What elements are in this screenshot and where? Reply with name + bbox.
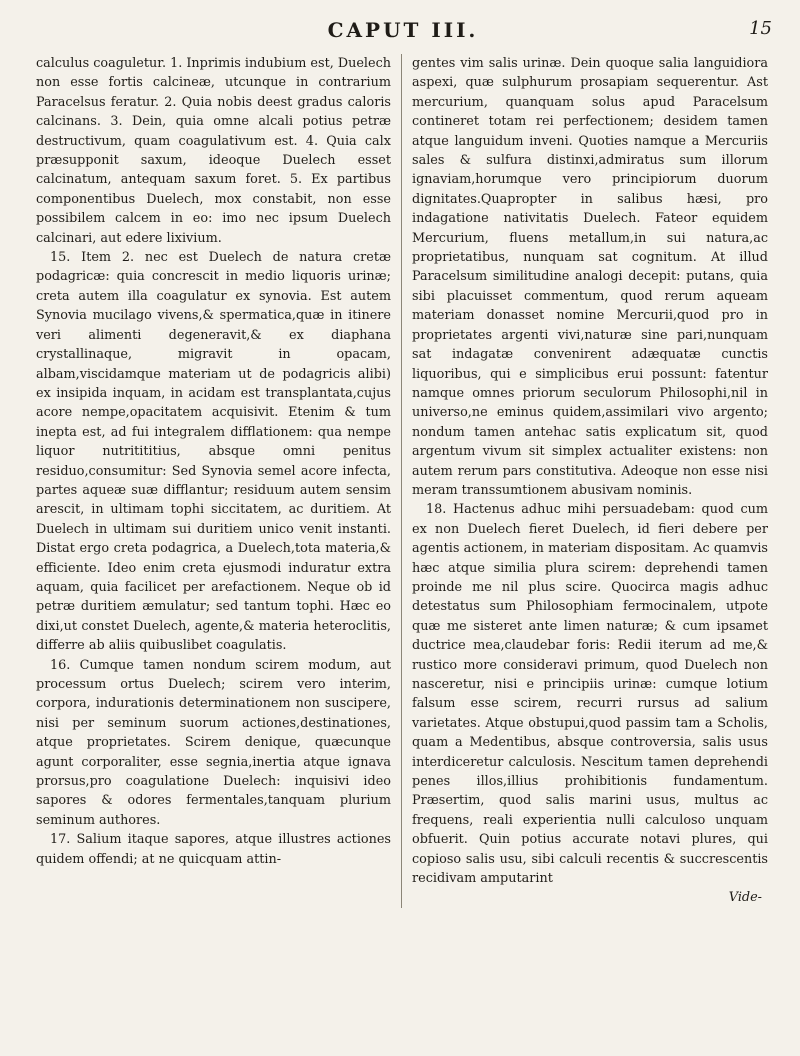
paragraph: gentes vim salis urinæ. Dein quoque salia languidiora aspexi, quæ sulphurum prosapiam sequerentur. Ast mercurium, quanquam solus apud Paracelsum contineret totam rei perfectionem; desidem tamen atque languidum inveni. Quoties namque a Mercuriis sales & sulfura distinxi,admiratus sum illorum ignaviam,horumque vero principiorum duorum dignitates.Quapropter in salibus hæsi, pro indagatione nativitatis Duelech. Fateor equidem Mercurium, fluens metallum,in sui natura,ac proprietatibus, nunquam sat cognitum. At illud Paracelsum similitudine analogi decepit: putans, quia sibi placuisset commentum, quod rerum aqueam materiam donasset nomine Mercurii,quod pro in proprietates argenti vivi,naturæ sine pari,nunquam sat indagatæ convenirent adæquatæ cunctis liquoribus, qui e simplicibus erui possunt: fatentur namque omnes priorum seculorum Philosophi,nil in universo,ne eminus quidem,assimilari vivo argento; nondum tamen antehac satis explicatum sit, quod argentum vivum sit simplex actualiter existens: non autem rerum pars constitutiva. Adeoque non esse nisi meram transsumtionem abusivam nominis. [412, 56, 768, 498]
paragraph: 17. Salium itaque sapores, atque illustres actiones quidem offendi; at ne quicquam attin- [36, 832, 391, 867]
paragraph: 18. Hactenus adhuc mihi persuadebam: quod cum ex non Duelech fieret Duelech, id fieri debere per agentis actionem, in materiam dispositam. Ac quamvis hæc atque similia plura scirem: deprehendi tamen proinde me nil plus scire. Quocirca magis adhuc detestatus sum Philosophiam fermocinalem, utpote quæ me sisteret ante limen naturæ; & cum ipsamet ductrice mea,claudebar foris: Redii iterum ad me,& rustico more consideravi primum, quod Duelech non nasceretur, nisi e principiis urinæ: cumque lotium falsum esse scirem, recurri rursus ad salium varietates. Atque obstupui,quod passim tam a Scholis, quam a Medentibus, absque controversia, salis usus interdiceretur calculosis. Nescitum tamen deprehendi penes illos,illius prohibitionis fundamentum. Præsertim, quod salis marini usus, multus ac frequens, reali experientia nulli calculoso unquam obfuerit. Quin potius accurate notavi plures, qui copioso salis usu, sibi calculi recentis & succrescentis recidivam amputarint [412, 502, 768, 887]
right-column [402, 54, 774, 908]
page-header [30, 14, 776, 48]
catchword: Vide- [728, 890, 762, 906]
paragraph: 15. Item 2. nec est Duelech de natura cretæ podagricæ: quia concrescit in medio liquoris urinæ; creta autem illa coagulatur ex synovia. Est autem Synovia mucilago vivens,& spermatica,quæ in itinere veri alimenti degeneravit,& ex diaphana crystallinaque, migravit in opacam, albam,viscidamque materiam ut de podagricis alibi) ex insipida inquam, in acidam est transplantata,cujus acore nempe,opacitatem acquisivit. Etenim & tum inepta est, ad fui integralem difflationem: qua nempe liquor nutritititius, absque omni penitus residuo,consumitur: Sed Synovia semel acore infecta, partes aqueæ suæ difflantur; residuum autem sensim arescit, in ultimam tophi siccitatem, ac duritiem. At Duelech in ultimam sui duritiem unico venit instanti. Distat ergo creta podagrica, a Duelech,tota materia,& efficiente. Ideo enim creta ejusmodi induratur extra aquam, quia facilicet per arefactionem. Neque ob id petræ duritiem æmulatur; sed tantum tophi. Hæc eo dixi,ut constet Duelech, agente,& materia heteroclitis, differre ab aliis quibuslibet coagulatis. [36, 250, 391, 654]
running-head: CAPUT III. [327, 18, 479, 42]
text-columns [30, 54, 776, 908]
paragraph: calculus coaguletur. 1. Inprimis indubium est, Duelech non esse fortis calcineæ, utcunque in contrarium Paracelsus feratur. 2. Quia nobis deest gradus caloris calcinans. 3. Dein, quia omne alcali potius petræ destructivum, quam coagulativum est. 4. Quia calx præsupponit saxum, ideoque Duelech esset calcinatum, antequam saxum foret. 5. Ex partibus componentibus Duelech, mox constabit, non esse possibilem calcem in eo: imo nec ipsum Duelech calcinari, aut edere lixivium. [36, 56, 392, 246]
paragraph: 16. Cumque tamen nondum scirem modum, aut processum ortus Duelech; scirem vero interim, corpora, indurationis determinationem non suscipere, nisi per seminum suorum actiones,destinationes, atque proprietates. Scirem denique, quæcunque agunt corporaliter, esse segnia,inertia atque ignava prorsus,pro coagulatione Duelech: inquisivi ideo sapores & odores fermentales,tanquam plurium seminum authores. [36, 657, 391, 828]
left-column [30, 54, 402, 908]
page-number: 15 [749, 18, 772, 39]
